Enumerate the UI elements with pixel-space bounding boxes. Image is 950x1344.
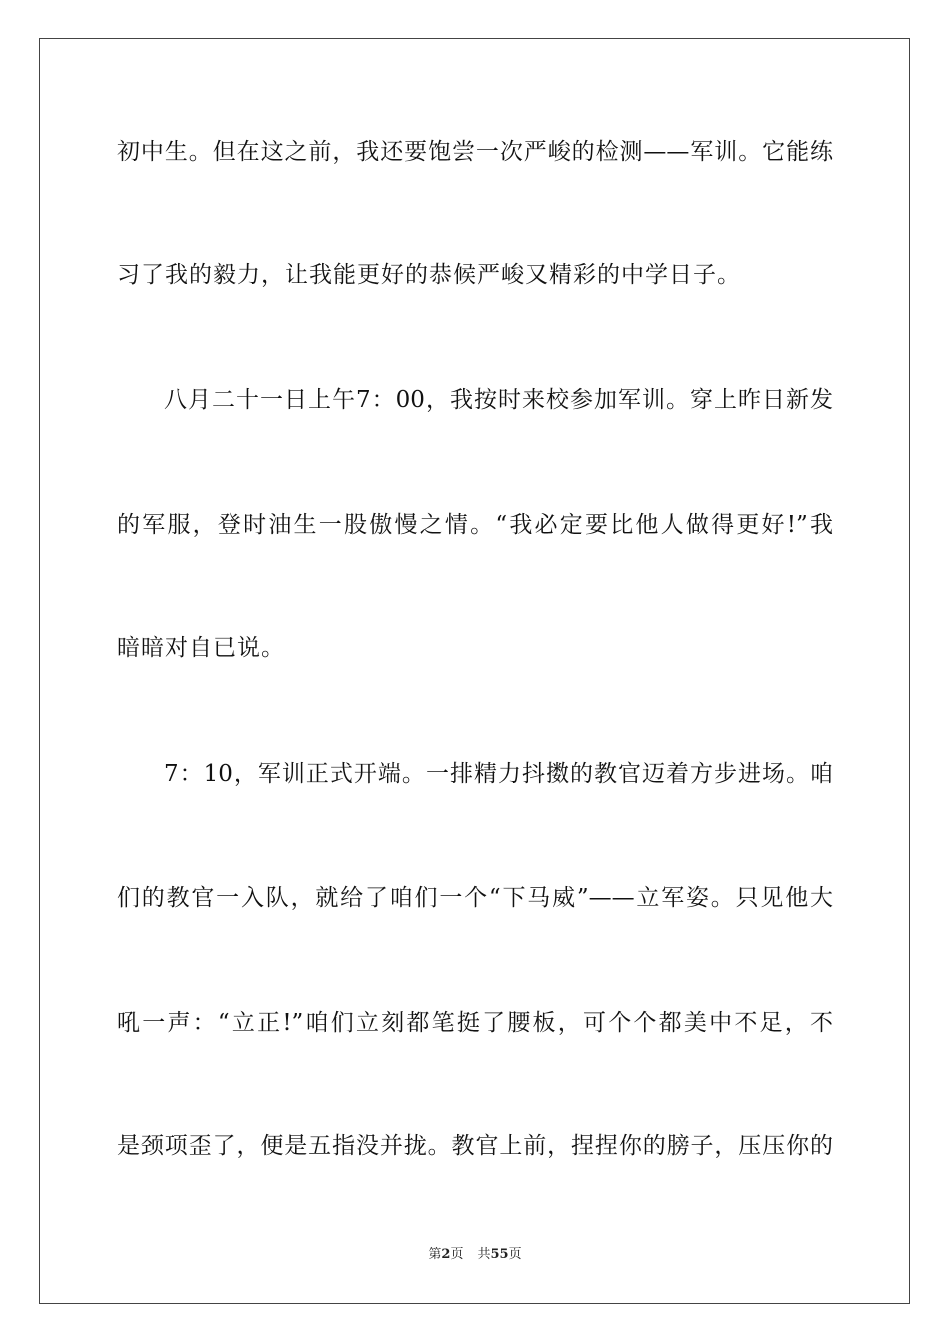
footer-total-prefix: 共 [477,1247,491,1262]
footer-page-number: 2 [441,1247,451,1262]
text-line-2: 习了我的毅力，让我能更好的恭候严峻又精彩的中学日子。 [117,262,741,288]
text-line-7: 们的教官一入队，就给了咱们一个“下马威”——立军姿。只见他大 [117,885,833,911]
page-footer [0,1246,950,1264]
text-line-5: 暗暗对自已说。 [117,635,285,661]
text-line-9: 是颈项歪了，便是五指没并拢。教官上前，捏捏你的膀子，压压你的 [117,1133,833,1159]
text-line-3: 八月二十一日上午7：00，我按时来校参加军训。穿上昨日新发 [164,387,833,413]
footer-total-suffix: 页 [508,1247,522,1262]
text-line-4: 的军服，登时油生一股傲慢之情。“我必定要比他人做得更好!”我 [117,512,833,538]
page-frame [39,38,910,1304]
footer-page-suffix: 页 [450,1247,464,1262]
footer-total-pages: 55 [490,1247,509,1262]
text-line-1: 初中生。但在这之前，我还要饱尝一次严峻的检测——军训。它能练 [117,139,833,165]
footer-page-prefix: 第 [428,1247,442,1262]
text-line-8: 吼一声：“立正!”咱们立刻都笔挺了腰板，可个个都美中不足，不 [117,1010,833,1036]
text-line-6: 7：10，军训正式开端。一排精力抖擞的教官迈着方步进场。咱 [164,761,833,787]
